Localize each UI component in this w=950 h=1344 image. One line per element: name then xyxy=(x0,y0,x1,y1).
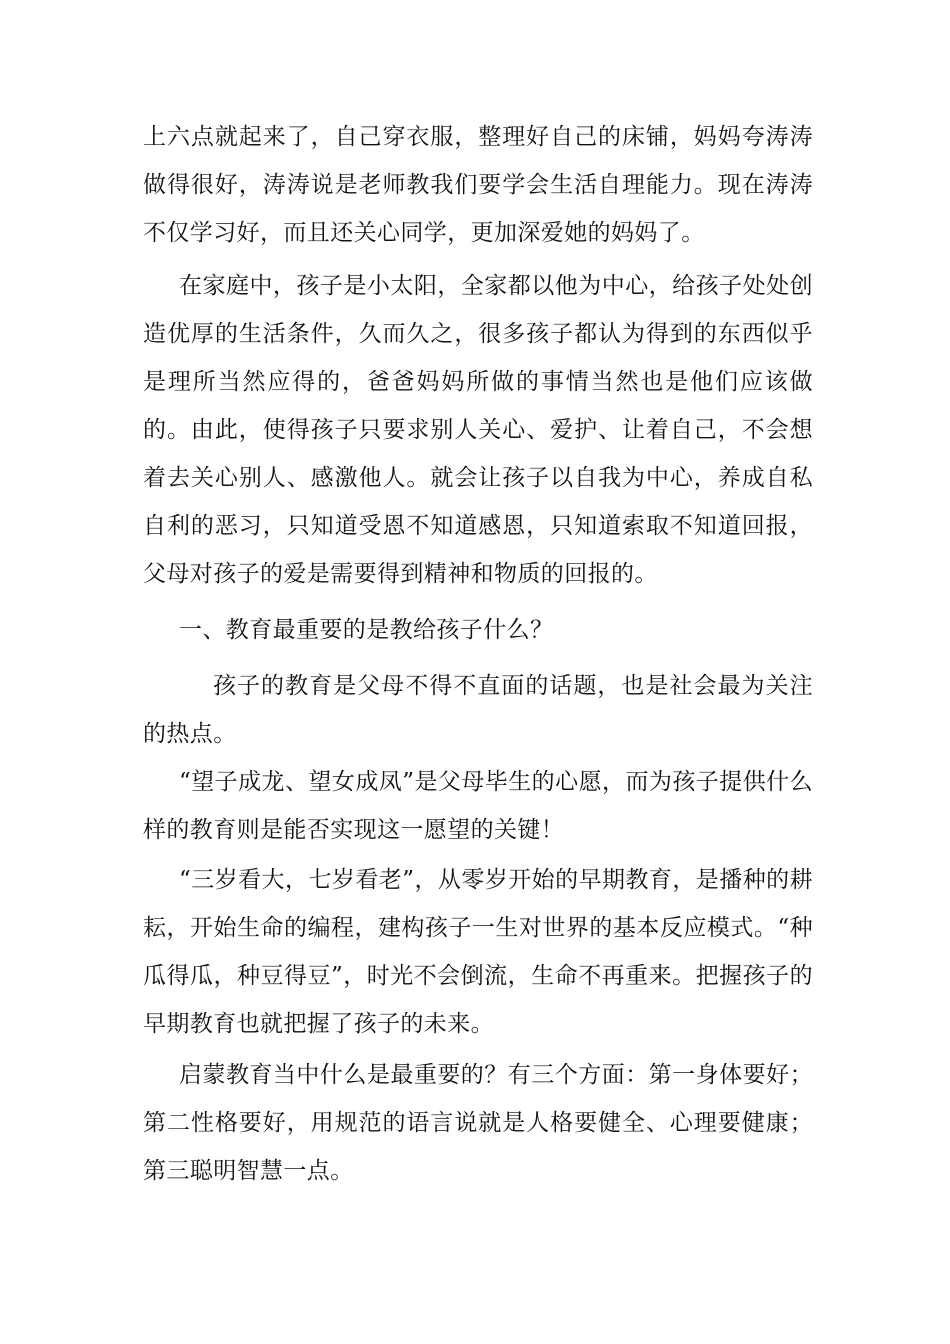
paragraph-continuation: 上六点就起来了，自己穿衣服，整理好自己的床铺，妈妈夸涛涛做得很好，涛涛说是老师教我们要学会生活自理能力。现在涛涛不仅学习好，而且还关心同学，更加深爱她的妈妈了。 xyxy=(143,124,813,246)
section-heading: 一、教育最重要的是教给孩子什么？ xyxy=(179,617,554,643)
paragraph-three-aspects: 启蒙教育当中什么是最重要的？有三个方面：第一身体要好；第二性格要好，用规范的语言说就是人格要健全、心理要健康；第三聪明智慧一点。 xyxy=(143,1062,813,1184)
paragraph-early-education: “三岁看大，七岁看老”，从零岁开始的早期教育，是播种的耕耘，开始生命的编程，建构孩子一生对世界的基本反应模式。“种瓜得瓜，种豆得豆”，时光不会倒流，生命不再重来。把握孩子的早期教育也就把握了孩子的未来。 xyxy=(143,867,813,1037)
paragraph-education-topic: 孩子的教育是父母不得不直面的话题，也是社会最为关注的热点。 xyxy=(143,673,813,747)
paragraph-family-sun: 在家庭中，孩子是小太阳，全家都以他为中心，给孩子处处创造优厚的生活条件，久而久之，很多孩子都认为得到的东西似乎是理所当然应得的，爸爸妈妈所做的事情当然也是他们应该做的。由此，使得孩子只要求别人关心、爱护、让着自己，不会想着去关心别人、感激他人。就会让孩子以自我为中心，养成自私自利的恶习，只知道受恩不知道感恩，只知道索取不知道回报，父母对孩子的爱是需要得到精神和物质的回报的。 xyxy=(143,273,813,587)
paragraph-parents-wish: “望子成龙、望女成凤”是父母毕生的心愿，而为孩子提供什么样的教育则是能否实现这一愿望的关键！ xyxy=(143,769,813,843)
